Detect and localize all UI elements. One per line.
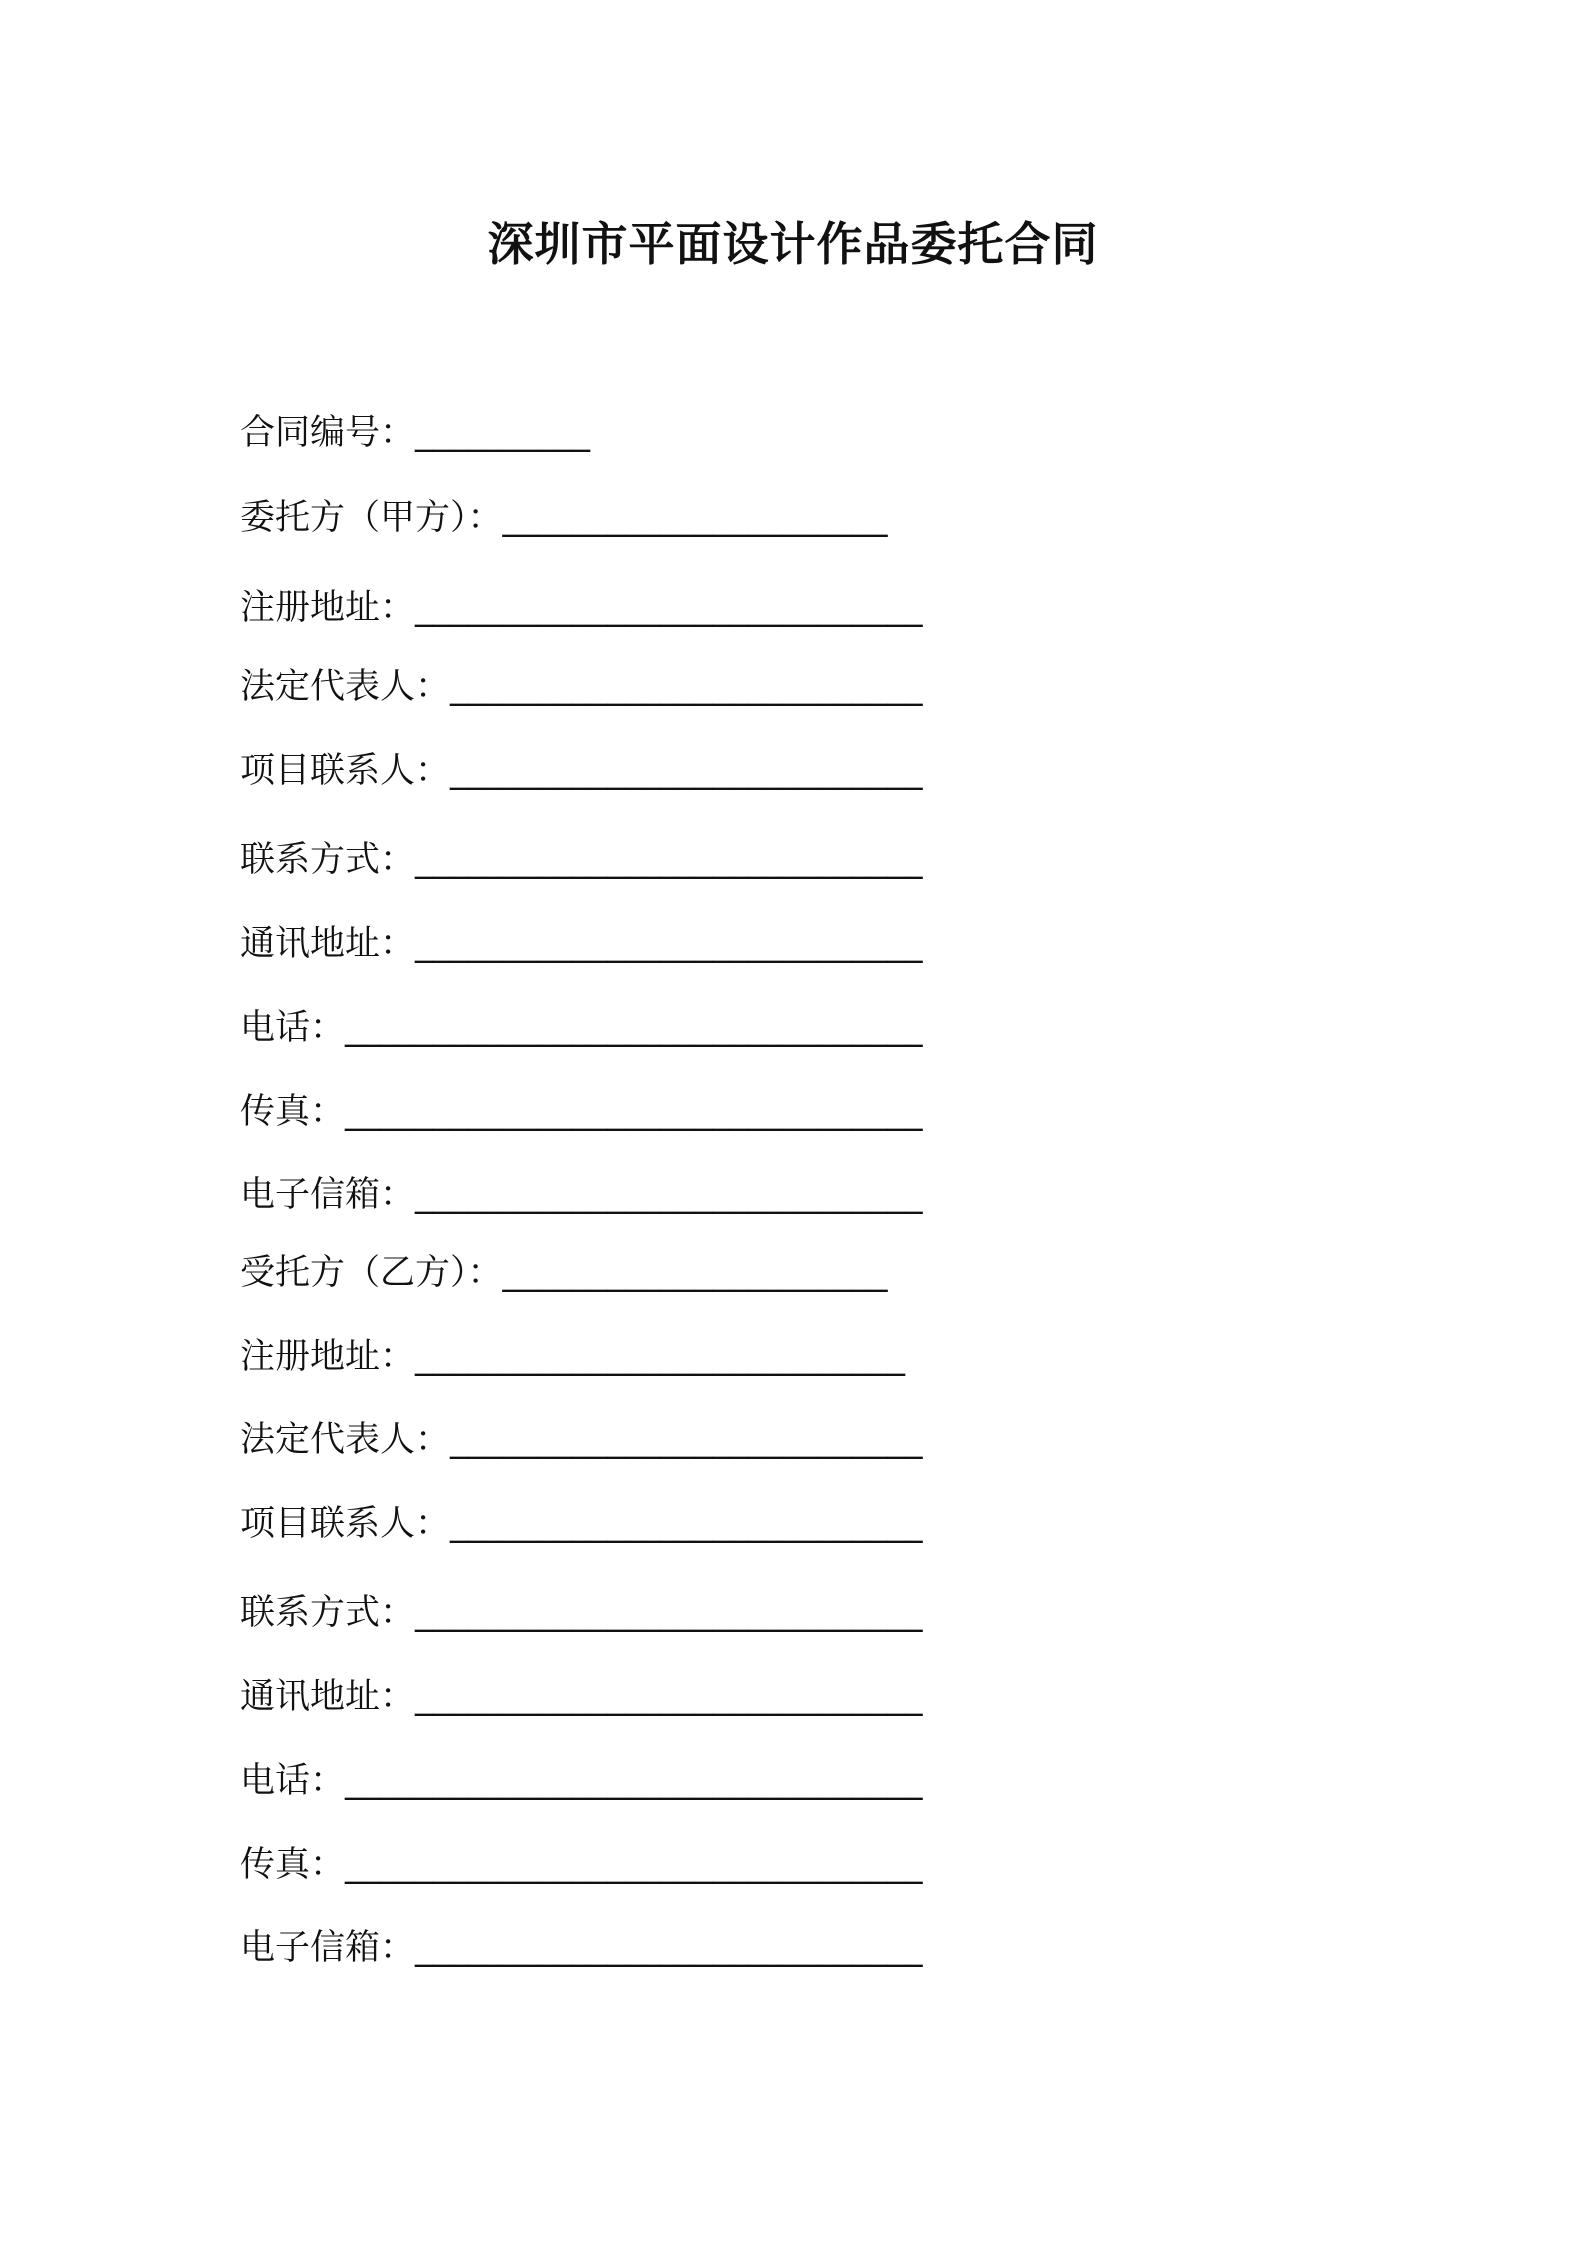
field-label: 电话： bbox=[240, 1761, 346, 1801]
fill-in-blank: _____________________________ bbox=[415, 1175, 923, 1215]
party-a-field bbox=[240, 493, 888, 543]
fill-in-blank: ____________________________ bbox=[415, 1337, 906, 1377]
field-label: 合同编号： bbox=[240, 413, 416, 453]
field-label: 电子信箱： bbox=[240, 1175, 416, 1215]
party-b-registered-address-field bbox=[240, 1332, 905, 1382]
field-label: 项目联系人： bbox=[240, 1504, 451, 1544]
field-label: 项目联系人： bbox=[240, 751, 451, 791]
fill-in-blank: _____________________________ bbox=[415, 840, 923, 880]
fill-in-blank: _________________________________ bbox=[345, 1845, 923, 1885]
fill-in-blank: ___________________________ bbox=[450, 1420, 923, 1460]
field-label: 联系方式： bbox=[240, 840, 416, 880]
party-a-project-contact-field bbox=[240, 746, 923, 796]
field-label: 传真： bbox=[240, 1845, 346, 1885]
fill-in-blank: _____________________________ bbox=[415, 588, 923, 628]
fill-in-blank: ___________________________ bbox=[450, 667, 923, 707]
party-b-contact-method-field bbox=[240, 1588, 923, 1638]
field-label: 委托方（甲方）： bbox=[240, 498, 503, 538]
fill-in-blank: ______________________ bbox=[502, 1253, 888, 1293]
field-label: 法定代表人： bbox=[240, 1420, 451, 1460]
party-a-phone-field bbox=[240, 1003, 923, 1053]
party-a-mailing-address-field bbox=[240, 919, 923, 969]
fill-in-blank: _________________________________ bbox=[345, 1092, 923, 1132]
fill-in-blank: ___________________________ bbox=[450, 1504, 923, 1544]
fill-in-blank: _________________________________ bbox=[345, 1008, 923, 1048]
party-b-legal-representative-field bbox=[240, 1415, 923, 1465]
party-b-project-contact-field bbox=[240, 1499, 923, 1549]
party-a-registered-address-field bbox=[240, 583, 923, 633]
field-label: 电子信箱： bbox=[240, 1928, 416, 1968]
field-label: 传真： bbox=[240, 1092, 346, 1132]
party-a-email-field bbox=[240, 1170, 923, 1220]
field-label: 受托方（乙方）： bbox=[240, 1253, 503, 1293]
party-b-mailing-address-field bbox=[240, 1672, 923, 1722]
fill-in-blank: _____________________________ bbox=[415, 1928, 923, 1968]
fill-in-blank: ___________________________ bbox=[450, 751, 923, 791]
document-title: 深圳市平面设计作品委托合同 bbox=[487, 217, 1099, 271]
fill-in-blank: _____________________________ bbox=[415, 1593, 923, 1633]
contract-number-field bbox=[240, 408, 590, 458]
field-label: 联系方式： bbox=[240, 1593, 416, 1633]
field-label: 注册地址： bbox=[240, 1337, 416, 1377]
party-a-legal-representative-field bbox=[240, 662, 923, 712]
field-label: 电话： bbox=[240, 1008, 346, 1048]
field-label: 注册地址： bbox=[240, 588, 416, 628]
field-label: 通讯地址： bbox=[240, 1677, 416, 1717]
fill-in-blank: _________________________________ bbox=[345, 1761, 923, 1801]
party-b-phone-field bbox=[240, 1756, 923, 1806]
party-a-fax-field bbox=[240, 1087, 923, 1137]
fill-in-blank: _____________________________ bbox=[415, 924, 923, 964]
fill-in-blank: ______________________ bbox=[502, 498, 888, 538]
party-b-email-field bbox=[240, 1923, 923, 1973]
fill-in-blank: __________ bbox=[415, 413, 591, 453]
fill-in-blank: _____________________________ bbox=[415, 1677, 923, 1717]
party-b-fax-field bbox=[240, 1840, 923, 1890]
party-a-contact-method-field bbox=[240, 835, 923, 885]
field-label: 通讯地址： bbox=[240, 924, 416, 964]
party-b-field bbox=[240, 1248, 888, 1298]
field-label: 法定代表人： bbox=[240, 667, 451, 707]
